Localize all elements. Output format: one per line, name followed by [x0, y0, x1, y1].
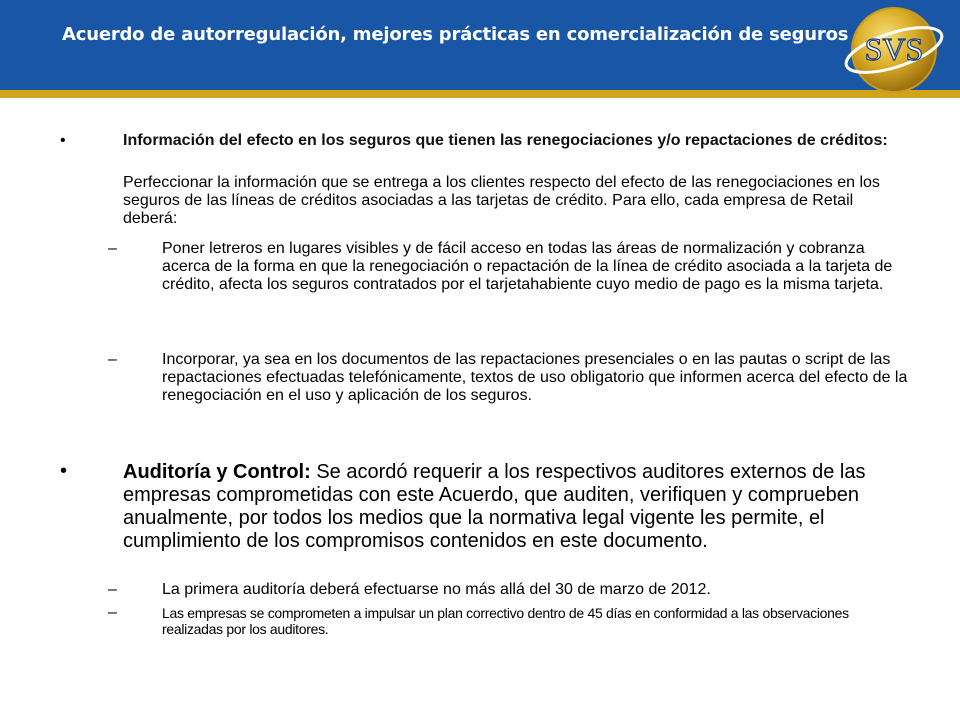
dash-1: – [108, 240, 117, 257]
section2-body: Se acordó requerir a los respectivos auditores externos de las empresas comprometidas con este Acuerdo, que auditen, verifiquen y comprueben anualmente, por todos los medios que la normativa legal vigente les permite, el cumplimiento de los compromisos contenidos en este documento. [123, 461, 866, 552]
section2-item-2: Las empresas se comprometen a impulsar un plan correctivo dentro de 45 días en conformidad a las observaciones realizadas por los auditores. [162, 605, 849, 637]
section1-heading: Información del efecto en los seguros que tienen las renegociaciones y/o repactaciones de créditos: [123, 132, 888, 149]
section2-paragraph [123, 461, 913, 553]
section2-heading: Auditoría y Control: [123, 461, 311, 483]
section1-item-2: Incorporar, ya sea en los documentos de las repactaciones presenciales o en las pautas o script de las repactaciones efectuadas telefónicamente, textos de uso obligatorio que informen acerca del efecto de la renegociación en el uso y aplicación de los seguros. [162, 351, 908, 404]
section1-item-1: Poner letreros en lugares visibles y de fácil acceso en todas las áreas de normalización y cobranza acerca de la forma en que la renegociación o repactación de la línea de crédito asociada a la tarjeta de crédito, afecta los seguros contratados por el tarjetahabiente cuyo medio de pago es la misma tarjeta. [162, 240, 893, 293]
dash-2: – [108, 351, 117, 368]
bullet-2: • [60, 460, 68, 482]
slide-title: Acuerdo de autorregulación, mejores prácticas en comercialización de seguros [62, 24, 849, 45]
section2-item-1: La primera auditoría deberá efectuarse no más allá del 30 de marzo de 2012. [162, 581, 711, 598]
logo-text: SVS [864, 31, 924, 67]
dash-4: – [108, 604, 117, 621]
bullet-1: • [60, 132, 66, 149]
section1-body: Perfeccionar la información que se entrega a los clientes respecto del efecto de las renegociaciones en los seguros de las líneas de créditos asociadas a las tarjetas de crédito. Para ello, cada empresa de Retail deberá: [123, 174, 880, 227]
dash-3: – [108, 581, 117, 598]
